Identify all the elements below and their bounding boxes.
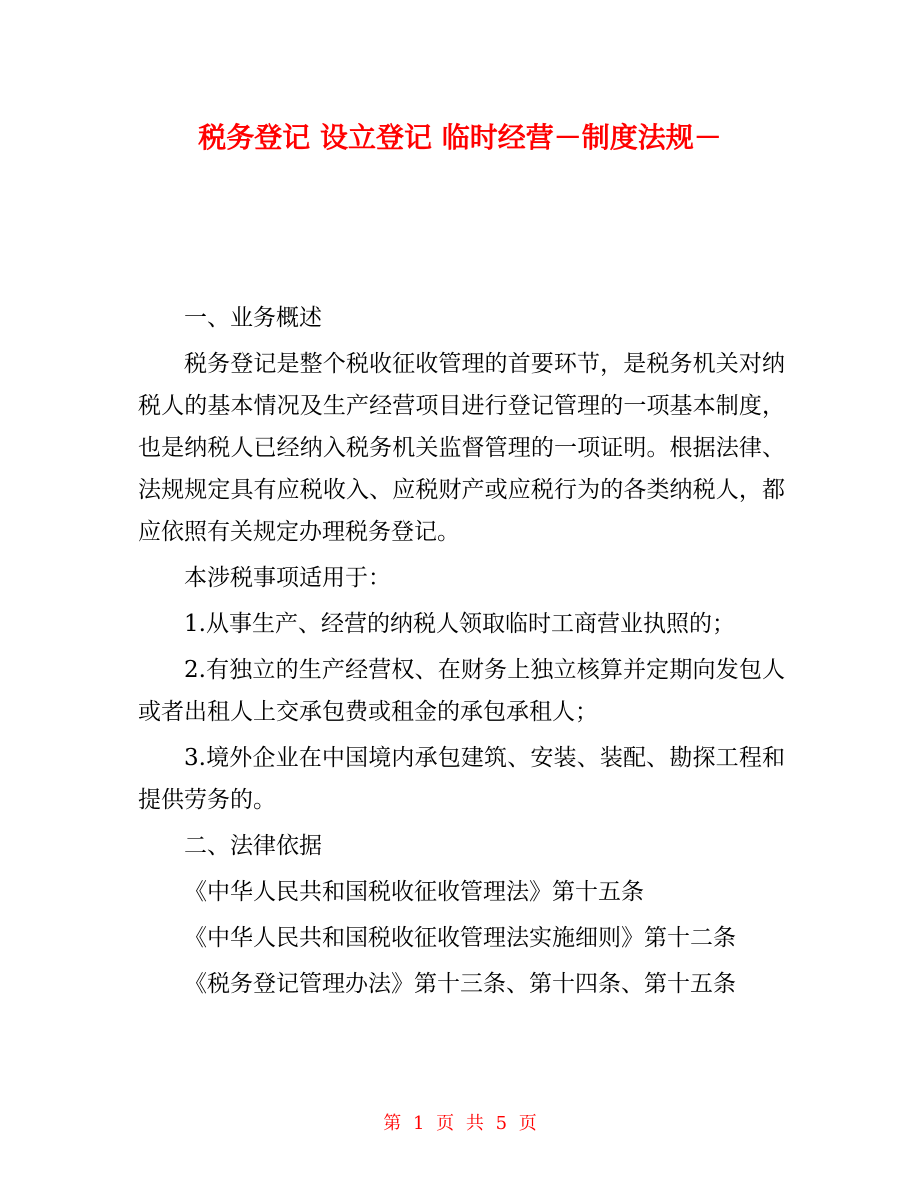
page-number-footer: 第 1 页 共 5 页 [383,1113,537,1134]
list-item-2: 2.有独立的生产经营权、在财务上独立核算并定期向发包人或者出租人上交承包费或租金的承包承租人； [138,657,785,725]
list-item-1: 1.从事生产、经营的纳税人领取临时工商营业执照的； [184,611,735,637]
document-title: 税务登记 设立登记 临时经营－制度法规－ [198,121,722,154]
paragraph-overview: 税务登记是整个税收征收管理的首要环节，是税务机关对纳税人的基本情况及生产经营项目进行登记管理的一项基本制度，也是纳税人已经纳入税务机关监督管理的一项证明。根据法律、法规规定具有应税收入、应税财产或应税行为的各类纳税人，都应依照有关规定办理税务登记。 [138,351,785,545]
legal-reference-1: 《中华人民共和国税收征收管理法》第十五条 [184,879,644,905]
legal-reference-2: 《中华人民共和国税收征收管理法实施细则》第十二条 [184,925,736,951]
section-heading-overview: 一、业务概述 [184,305,322,331]
list-item-3: 3.境外企业在中国境内承包建筑、安装、装配、勘探工程和提供劳务的。 [138,745,785,813]
paragraph-applicable-intro: 本涉税事项适用于： [184,565,391,591]
document-body [138,297,785,1009]
section-heading-legal-basis: 二、法律依据 [184,833,322,859]
legal-reference-3: 《税务登记管理办法》第十三条、第十四条、第十五条 [184,971,736,997]
